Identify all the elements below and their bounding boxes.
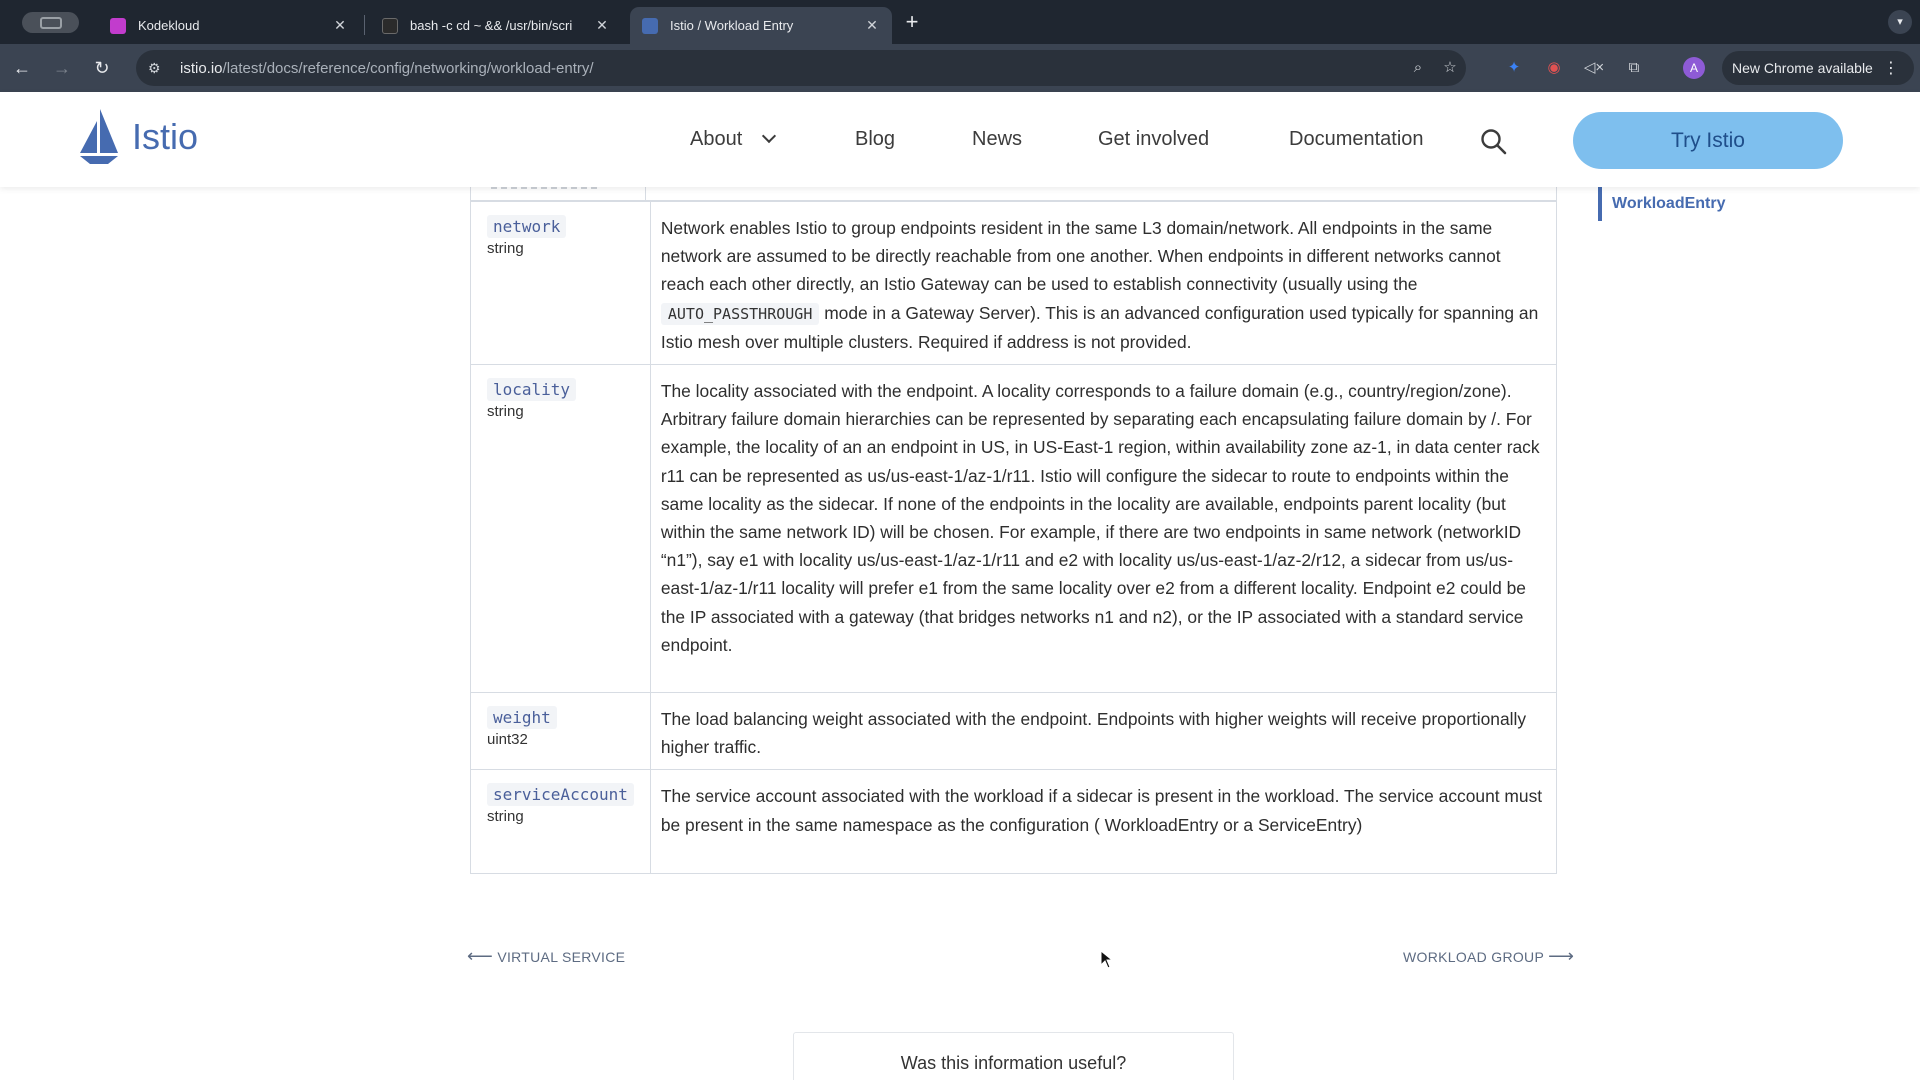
extensions-puzzle-icon[interactable]: ⧉ — [1628, 59, 1640, 76]
browser-tab-strip — [0, 0, 1920, 44]
column-divider — [645, 187, 646, 201]
menu-dots-icon[interactable]: ⋮ — [1882, 60, 1899, 77]
istio-favicon-icon — [642, 18, 658, 34]
description-text: mode in a Gateway Server). This is an advanced configuration used typically for spanning an Istio mesh over multiple clusters. Required if address is not provided. — [660, 302, 1539, 352]
tab-group-button[interactable] — [22, 12, 79, 33]
close-tab-icon[interactable]: ✕ — [866, 17, 878, 33]
field-description: The locality associated with the endpoint. A locality corresponds to a failure domain (e.g., country/region/zone). Arbitrary failure domain hierarchies can be represented by separating each encapsulating failure domain by /. For example, the locality of an an endpoint in US, in US-East-1 region, within availability zone az-1, in data center rack r11 can be represented as us/us-east-1/az-1/r11. Istio will configure the sidecar to route to endpoints within the same locality as the sidecar. If none of the endpoints in the locality are available, endpoints parent locality (but within the same network ID) will be chosen. For example, if there are two endpoints in same network (networkID “n1”), say e1 with locality us/us-east-1/az-1/r11 and e2 with locality us/us-east-1/az-2/r12, a sidecar from us/us-east-1/az-1/r11 locality will prefer e1 from the same locality over e2 from a different locality. Endpoint e2 could be the IP associated with a gateway (that bridges networks n1 and n2), or the IP associated with a standard service endpoint. — [650, 365, 1556, 693]
tab-separator — [364, 15, 365, 35]
field-name: serviceAccount — [487, 783, 634, 806]
tab-group-icon — [40, 17, 62, 29]
field-description: The load balancing weight associated with the endpoint. Endpoints with higher weights will receive proportionally higher traffic. — [650, 693, 1556, 770]
table-row — [471, 770, 1557, 874]
tab-title: bash -c cd ~ && /usr/bin/scri — [410, 18, 573, 33]
terminal-favicon-icon — [382, 18, 398, 34]
arrow-right-icon: ⟶ — [1548, 946, 1575, 966]
field-name-cell — [471, 693, 651, 770]
table-row — [471, 693, 1557, 770]
bookmark-star-icon[interactable]: ☆ — [1443, 59, 1457, 76]
nav-documentation[interactable]: Documentation — [1289, 128, 1424, 150]
field-name: weight — [487, 706, 557, 729]
site-info-icon[interactable]: ⚙ — [148, 59, 161, 76]
field-type: string — [487, 240, 524, 257]
mouse-cursor-icon — [1100, 950, 1114, 970]
main-content — [0, 187, 1920, 1080]
try-istio-button[interactable]: Try Istio — [1573, 112, 1843, 169]
field-type: string — [487, 808, 524, 826]
field-description: The service account associated with the workload if a sidecar is present in the workload. The service account must be present in the same namespace as the configuration ( WorkloadEntry or a ServiceEntry) — [650, 770, 1556, 874]
inline-code: AUTO_PASSTHROUGH — [661, 303, 820, 325]
profile-avatar[interactable]: A — [1683, 57, 1705, 79]
next-page-label: WORKLOAD GROUP — [1403, 949, 1544, 965]
field-description — [650, 202, 1556, 365]
toc-item-workloadentry[interactable]: WorkloadEntry — [1598, 187, 1726, 221]
next-page-link[interactable] — [1403, 946, 1574, 967]
close-tab-icon[interactable]: ✕ — [334, 17, 346, 33]
zoom-icon[interactable]: ⌕ — [1413, 59, 1423, 76]
tab-title: Kodekloud — [138, 18, 200, 33]
table-row — [471, 202, 1557, 365]
field-type: uint32 — [487, 731, 528, 749]
nav-about-label: About — [690, 128, 743, 150]
prev-page-label: VIRTUAL SERVICE — [497, 949, 626, 965]
field-name-cell — [471, 770, 651, 874]
address-bar[interactable] — [136, 50, 1466, 86]
browser-toolbar — [0, 44, 1920, 92]
chevron-down-icon — [762, 129, 776, 143]
extension-icon[interactable]: ✦ — [1507, 59, 1521, 76]
nav-blog[interactable]: Blog — [855, 128, 896, 150]
forward-button[interactable]: → — [53, 58, 71, 78]
table-row-partial — [470, 187, 1557, 201]
close-tab-icon[interactable]: ✕ — [596, 17, 608, 33]
extension-shield-icon[interactable]: ◉ — [1547, 59, 1561, 76]
feedback-question: Was this information useful? — [900, 1053, 1127, 1073]
field-name-cell — [471, 365, 651, 693]
field-name: network — [487, 215, 566, 238]
back-button[interactable]: ← — [13, 58, 31, 78]
fields-table — [470, 201, 1557, 874]
nav-about[interactable] — [690, 128, 774, 151]
nav-news[interactable]: News — [972, 128, 1023, 150]
tab-title: Istio / Workload Entry — [670, 18, 794, 33]
tab-istio-workload-entry[interactable] — [630, 7, 892, 44]
description-text: Network enables Istio to group endpoints resident in the same L3 domain/network. All endpoints in the same network are assumed to be directly reachable from one another. When endpoints in different networks cannot reach each other directly, an Istio Gateway can be used to establish connectivity (usually using the — [660, 218, 1501, 295]
field-name: locality — [487, 378, 576, 401]
new-tab-button[interactable]: + — [905, 9, 919, 34]
site-header — [0, 92, 1920, 187]
feedback-box — [793, 1032, 1234, 1080]
new-chrome-available-button[interactable] — [1722, 51, 1914, 85]
mute-icon[interactable]: ◁× — [1583, 59, 1605, 76]
brand-name: Istio — [132, 116, 199, 157]
tab-bash[interactable] — [370, 7, 622, 44]
url-path: /latest/docs/reference/config/networking/workload-entry/ — [222, 59, 594, 77]
arrow-left-icon: ⟵ — [467, 946, 494, 966]
field-type: string — [487, 403, 524, 421]
url-text[interactable] — [180, 60, 594, 77]
tab-search-button[interactable]: ▾ — [1888, 10, 1912, 34]
field-name-cell — [471, 202, 651, 365]
update-label: New Chrome available — [1732, 60, 1873, 76]
istio-sail-icon — [78, 109, 120, 165]
prev-page-link[interactable] — [467, 946, 625, 967]
tab-kodekloud[interactable] — [98, 7, 360, 44]
kodekloud-favicon-icon — [110, 18, 126, 34]
table-row — [471, 365, 1557, 693]
istio-logo[interactable] — [78, 109, 198, 165]
search-icon[interactable] — [1480, 128, 1508, 156]
nav-get-involved[interactable]: Get involved — [1098, 128, 1210, 150]
url-host: istio.io — [180, 59, 223, 77]
reload-button[interactable]: ↻ — [94, 58, 110, 78]
